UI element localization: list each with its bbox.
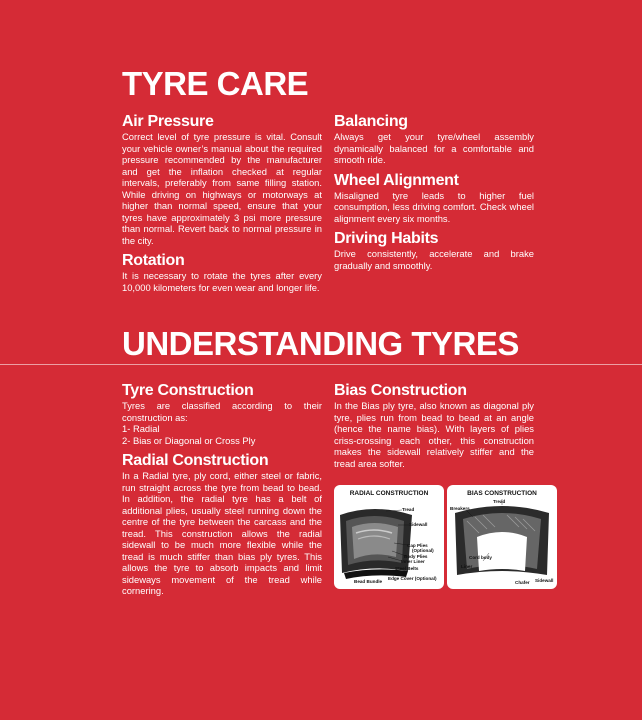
tyre-construction-item-bias: 2- Bias or Diagonal or Cross Ply	[122, 434, 256, 446]
tyre-care-left-column	[122, 113, 322, 299]
bias-label-cord-body: Cord body	[469, 555, 492, 560]
radial-diagram-title: RADIAL CONSTRUCTION	[349, 490, 429, 497]
balancing-heading: Balancing	[334, 113, 408, 130]
bias-label-breakers: Breakers	[450, 506, 470, 511]
radial-construction-text: In a Radial tyre, ply cord, either steel or fabric, run straight across the tyre from bead to bead. In addition, the radial tyre has a belt of additional plies, usually steel running down the centre of the tyre between the carcass and the tread. This construction allows the radial sidewall to be much more flexible while the tread is much stiffer than bias ply tyres. This allows the tyre to absorb impacts and limit sideways movement of the tread while cornering.	[122, 470, 322, 596]
bias-label-chafer: Chafer	[515, 580, 530, 585]
radial-label-cap-plies: Cap Plies	[407, 543, 428, 548]
driving-habits-block	[334, 230, 534, 271]
driving-habits-text: Drive consistently, accelerate and brake gradually and smoothly.	[334, 248, 534, 271]
understanding-left-column	[122, 382, 322, 603]
rotation-heading: Rotation	[122, 252, 185, 269]
air-pressure-text: Correct level of tyre pressure is vital. Consult your vehicle owner’s manual about the required pressure recommended by the manufacturer and get the inflation checked at regular intervals, preferably from same filling station. While driving on highways or motorways at higher than normal speed, ensure that your tyres have approximately 3 psi more pressure than normal. Revert back to normal pressure in the city.	[122, 131, 322, 246]
radial-label-sidewall: Sidewall	[409, 522, 428, 527]
tyre-construction-text: Tyres are classified according to their construction as:	[122, 400, 322, 423]
tyre-construction-block	[122, 382, 322, 446]
understanding-right-column	[334, 382, 534, 475]
radial-construction-block	[122, 452, 322, 597]
bias-construction-heading: Bias Construction	[334, 382, 467, 399]
wheel-alignment-heading: Wheel Alignment	[334, 171, 459, 189]
radial-label-body-plies: Body Plies	[404, 554, 428, 559]
balancing-text: Always get your tyre/wheel assembly dynamically balanced for a comfortable and smooth ride.	[334, 131, 534, 165]
bias-construction-text: In the Bias ply tyre, also known as diagonal ply tyre, plies run from bead to bead at an angle (hence the name bias). With layers of plies criss-crossing each other, this construction makes the sidewall relatively stiffer and the tread area softer.	[334, 400, 534, 469]
balancing-block	[334, 113, 534, 166]
driving-habits-heading: Driving Habits	[334, 230, 439, 247]
bias-diagram-title: BIAS CONSTRUCTION	[467, 490, 537, 497]
radial-label-bead-bundle: Bead Bundle	[354, 579, 383, 584]
section-divider	[0, 364, 642, 365]
air-pressure-heading: Air Pressure	[122, 113, 214, 130]
radial-label-cap-plies-optional: (Optional)	[412, 548, 434, 553]
rotation-block	[122, 252, 322, 293]
tyre-construction-item-radial: 1- Radial	[122, 423, 160, 434]
radial-tyre-cutaway-illustration	[334, 485, 444, 589]
tyre-construction-heading: Tyre Construction	[122, 382, 254, 399]
tyre-care-right-column	[334, 113, 534, 277]
section-title-tyre-care: TYRE CARE	[122, 65, 309, 102]
radial-construction-diagram	[334, 485, 444, 589]
bias-label-sidewall: Sidewall	[535, 578, 554, 583]
radial-label-inner-liner: Inner Liner	[401, 559, 425, 564]
bias-construction-diagram	[447, 485, 557, 589]
radial-label-tread: Tread	[402, 507, 415, 512]
air-pressure-block	[122, 113, 322, 246]
bias-label-tread: Tread	[493, 499, 506, 504]
wheel-alignment-block	[334, 172, 534, 225]
bias-construction-block	[334, 382, 534, 469]
radial-label-edge-cover: Edge Cover (Optional)	[388, 576, 437, 581]
wheel-alignment-text: Misaligned tyre leads to higher fuel consumption, less driving comfort. Check wheel alignment every six months.	[334, 189, 534, 224]
radial-label-steel-belts: Steel Belts	[395, 566, 419, 571]
bias-label-liner: Liner	[461, 564, 473, 569]
section-title-understanding-tyres: UNDERSTANDING TYRES	[122, 325, 519, 362]
rotation-text: It is necessary to rotate the tyres after every 10,000 kilometers for even wear and longer life.	[122, 270, 322, 293]
radial-construction-heading: Radial Construction	[122, 452, 269, 469]
